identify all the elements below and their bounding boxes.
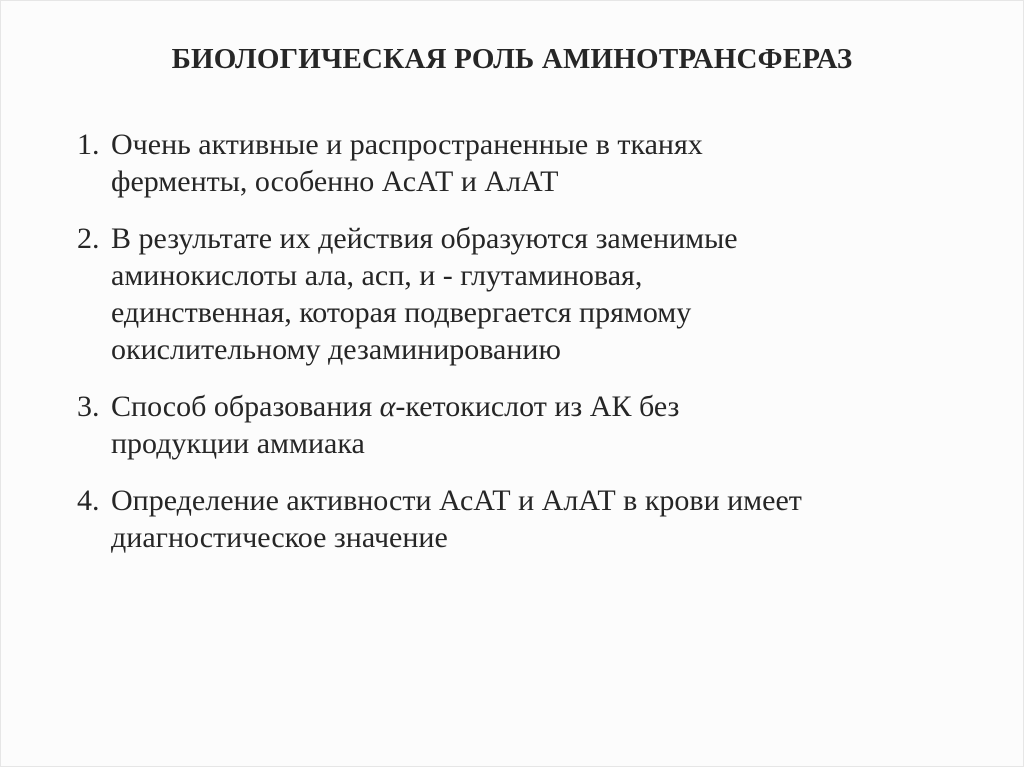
list-number: 3. — [77, 390, 100, 423]
text-line: единственная, которая подвергается прямому — [111, 296, 692, 329]
text-line: диагностическое значение — [111, 521, 448, 554]
list-item-text — [111, 220, 977, 368]
text-line: окислительному дезаминированию — [111, 333, 561, 366]
text-line: аминокислоты ала, асп, и - глутаминовая, — [111, 259, 643, 292]
list-number: 2. — [77, 222, 100, 255]
text-line: продукции аммиака — [111, 427, 365, 460]
text-line — [111, 388, 977, 425]
text-segment: -кетокислот из АК без — [395, 390, 680, 423]
list-number: 1. — [77, 128, 100, 161]
list-item-3 — [77, 388, 977, 462]
list-item-text — [111, 126, 977, 200]
list-item-text — [111, 388, 977, 462]
list-item-1 — [77, 126, 977, 200]
slide-title: БИОЛОГИЧЕСКАЯ РОЛЬ АМИНОТРАНСФЕРАЗ — [171, 43, 853, 75]
alpha-symbol: α — [379, 390, 396, 423]
text-segment: Способ образования — [111, 390, 380, 423]
list-item-2 — [77, 220, 977, 368]
text-line: ферменты, особенно АсАТ и АлАТ — [111, 165, 559, 198]
text-line: В результате их действия образуются заменимые — [111, 222, 738, 255]
list-number: 4. — [77, 484, 100, 517]
numbered-list — [77, 126, 977, 556]
text-line: Очень активные и распространенные в тканях — [111, 128, 703, 161]
list-item-text — [111, 482, 977, 556]
text-line: Определение активности АсАТ и АлАТ в крови имеет — [111, 484, 802, 517]
list-item-4 — [77, 482, 977, 556]
